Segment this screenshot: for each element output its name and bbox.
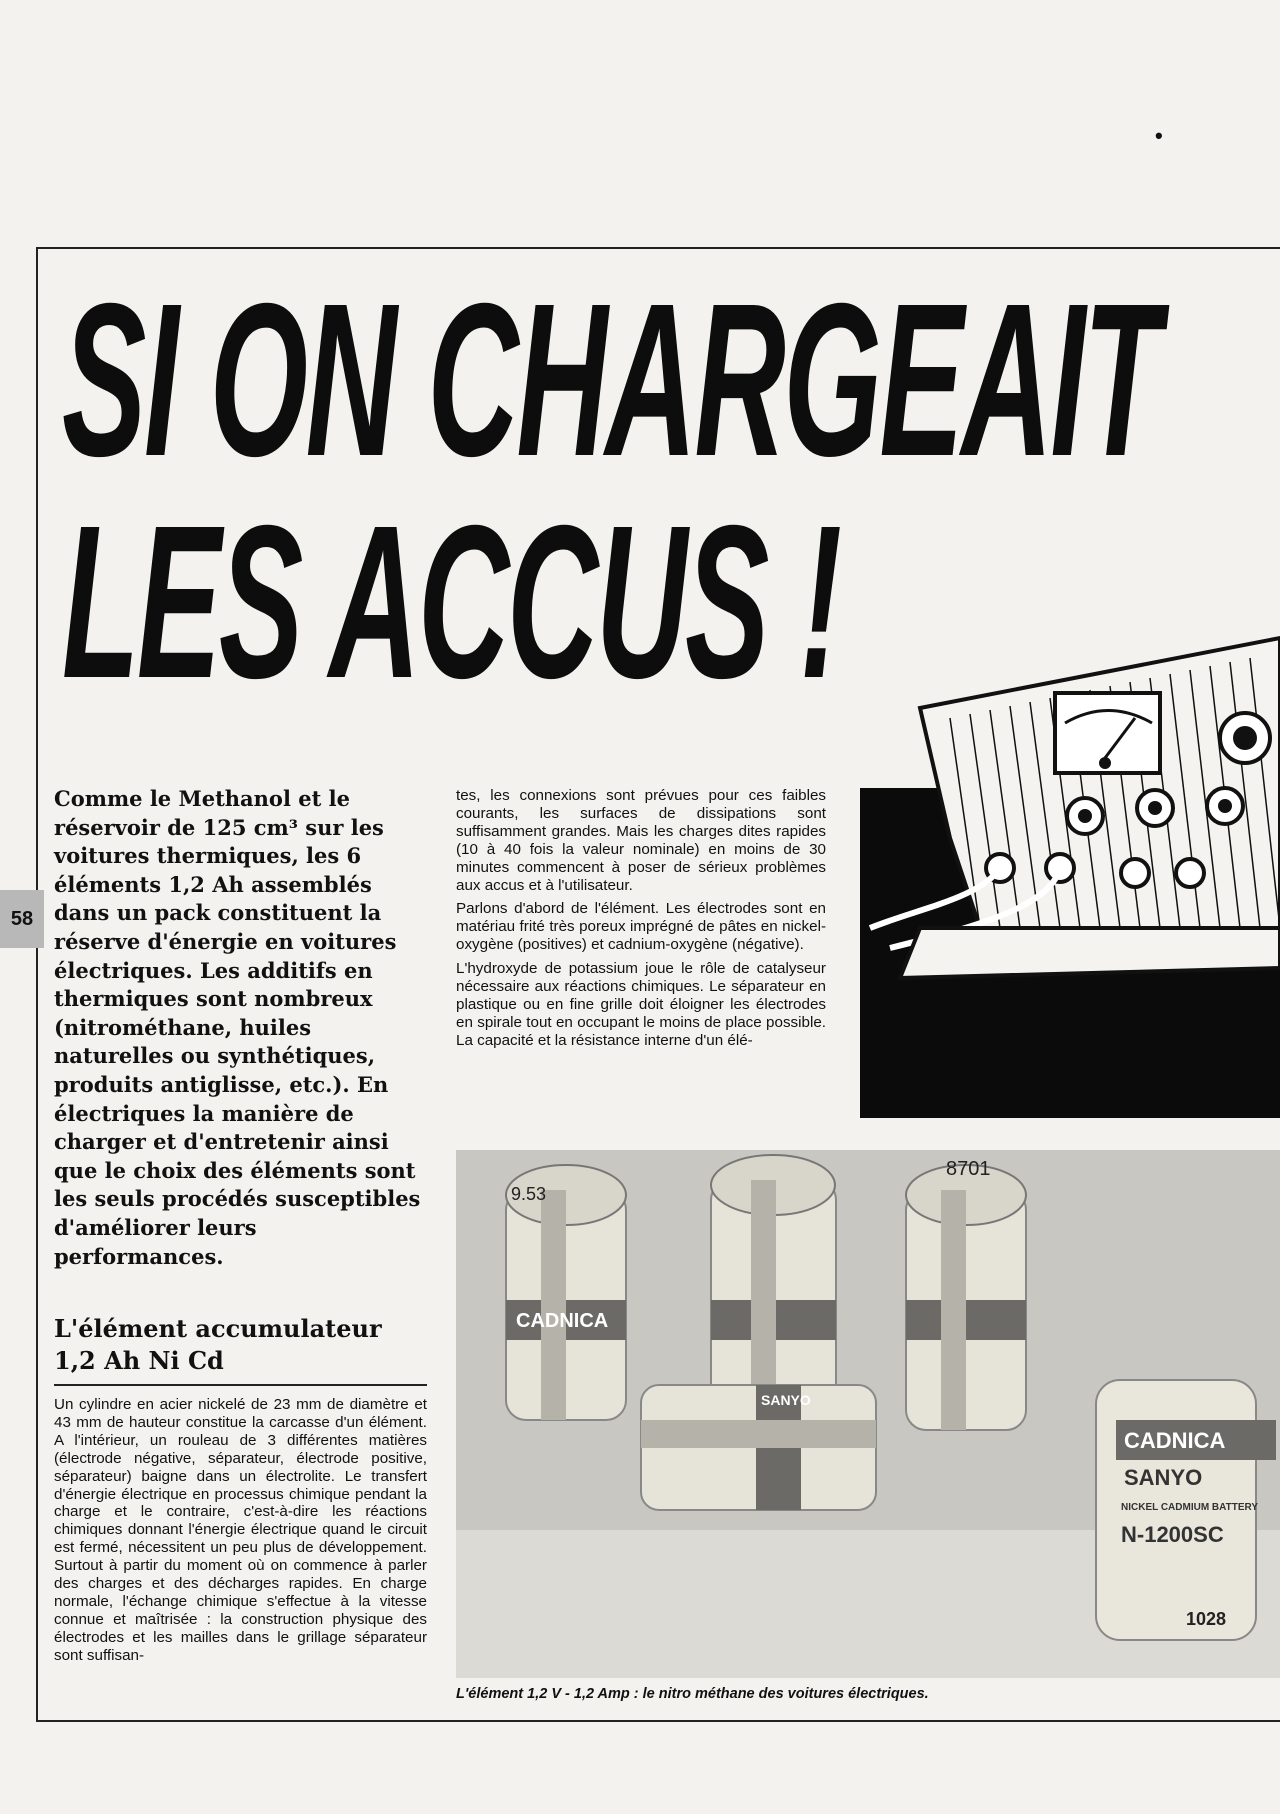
battery-maker: SANYO (761, 1392, 811, 1408)
battery-5 (1096, 1380, 1276, 1640)
battery-brand-large: CADNICA (1124, 1428, 1226, 1453)
battery-maker-large: SANYO (1124, 1465, 1203, 1490)
battery-tag-label: 8701 (946, 1158, 991, 1180)
intro-paragraph: Comme le Methanol et le réservoir de 125 cm³ sur les voitures thermiques, les 6 éléments 1,2 Ah assemblés dans un pack constituent la réserve d'énergie en voitures électriques. Les additifs en thermiques sont nombreux (nitrométhane, huiles naturelles ou synthétiques, produits antiglisse, etc.). En électriques la manière de charger et d'entretenir ainsi que le choix des éléments sont les seuls procédés susceptibles d'améliorer leurs performances. (54, 786, 421, 1269)
meter-icon (1055, 693, 1160, 773)
photo-caption: L'élément 1,2 V - 1,2 Amp : le nitro méthane des voitures électriques. (456, 1686, 929, 1702)
body-paragraph: L'hydroxyde de potassium joue le rôle de catalyseur nécessaire aux réactions chimiques. Le séparateur en plastique ou en fine grille doit éloigner les électrodes en spirale tout en occupant le moins de place possible. La capacité et la résistance interne d'un élé- (456, 960, 826, 1049)
battery-brand: CADNICA (516, 1310, 609, 1332)
body-paragraph: tes, les connexions sont prévues pour ces faibles courants, les surfaces de dissipations sont suffisamment grandes. Mais les charges dites rapides (10 à 40 fois la valeur nominale) en moins de 30 minutes commencent à poser de sérieux problèmes aux accus et à l'utilisateur. (456, 787, 826, 894)
section-rule (54, 1384, 427, 1386)
body-paragraph: Parlons d'abord de l'élément. Les électrodes sont en matériau frité très poreux imprégné de pâtes en nickel-oxygène (positives) et cadnium-oxygène (négative). (456, 900, 826, 954)
battery-1 (506, 1165, 626, 1420)
battery-tag-label: 1028 (1186, 1609, 1227, 1629)
body-column-middle (456, 787, 826, 1056)
battery-tag-label: 9.53 (511, 1184, 547, 1204)
battery-3 (906, 1158, 1026, 1430)
battery-4 (641, 1385, 876, 1510)
page-number: 58 (0, 890, 44, 948)
charger-illustration (860, 628, 1280, 1118)
stray-mark: • (1155, 123, 1163, 148)
headline-line-2: LES ACCUS ! (62, 481, 840, 724)
section-heading: L'élément accumulateur 1,2 Ah Ni Cd (54, 1314, 382, 1375)
body-column-left: Un cylindre en acier nickelé de 23 mm de diamètre et 43 mm de hauteur constitue la carcasse d'un élément. A l'intérieur, un rouleau de 3 différentes matières (électrode négative, séparateur, électrode positive, séparateur) baigne dans un électrolite. Le transfert d'énergie électrique en processus chimique pendant la charge et le contraire, c'est-à-dire les réactions chimiques donnant l'énergie électrique quand le circuit est fermé, nécessitent un peu plus de développement. Surtout à partir du moment où on commence à parler des charges et des décharges rapides. En charge normale, l'échange chimique s'effectue à la vitesse connue et maîtrisée : la construction physique des électrodes et les mailles dans le grillage séparateur sont suffisan- (54, 1396, 427, 1664)
battery-model: N-1200SC (1121, 1522, 1224, 1547)
battery-type: NICKEL CADMIUM BATTERY (1121, 1502, 1259, 1513)
battery-photo (456, 1150, 1280, 1678)
headline (62, 259, 1159, 724)
headline-line-1: SI ON CHARGEAIT (62, 259, 1159, 502)
